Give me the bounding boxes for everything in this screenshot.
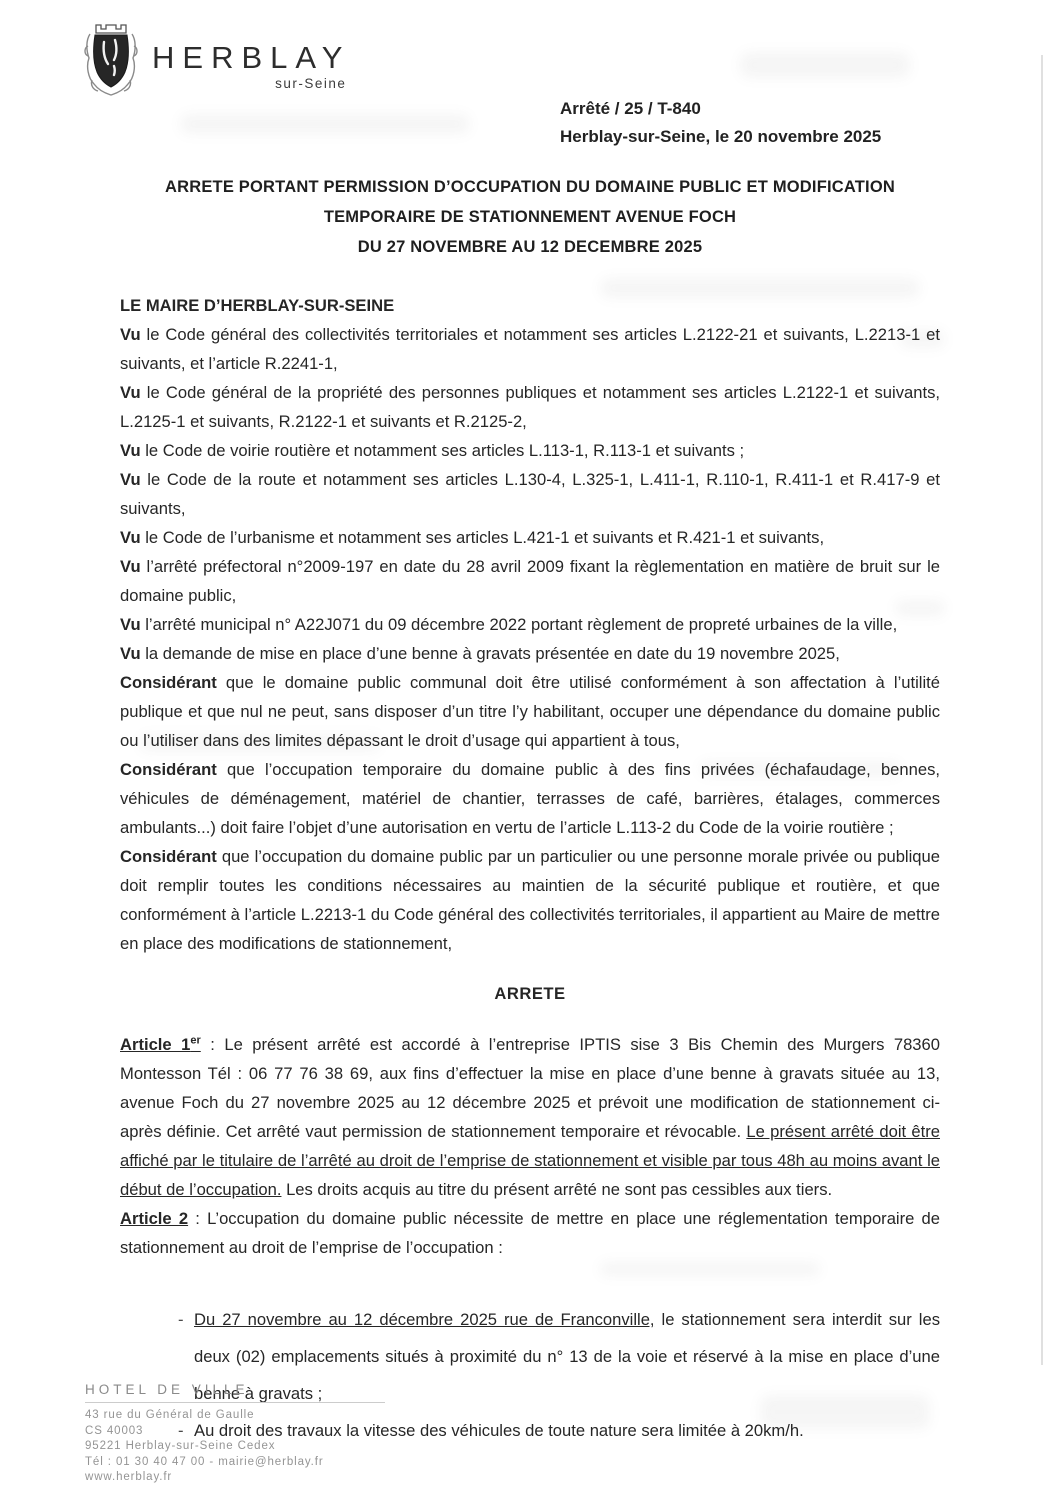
- addressee-line: LE MAIRE D’HERBLAY-SUR-SEINE: [120, 296, 395, 315]
- footer-address-line: 95221 Herblay-sur-Seine Cedex: [85, 1440, 276, 1452]
- vu-paragraph: [120, 610, 940, 639]
- coat-of-arms-icon: [84, 20, 138, 98]
- lead-word: Vu: [120, 528, 141, 547]
- paragraph-text: que le domaine public communal doit être utilisé conformément à son affectation à l’utilité publique et que nul ne peut, sans disposer d’un titre l’y habilitant, occuper une dépendance du domaine public ou l’utiliser dans des limites dépassant le droit d’usage qui appartient à tous,: [120, 673, 940, 750]
- footer-address-line: 43 rue du Général de Gaulle: [85, 1409, 255, 1421]
- document-title: [120, 172, 940, 262]
- lead-word: Vu: [120, 615, 141, 634]
- decree-reference: Arrêté / 25 / T-840: [560, 99, 701, 118]
- vu-paragraph: [120, 465, 940, 523]
- scan-edge-shadow: [1041, 55, 1043, 1365]
- considerant-paragraph: [120, 842, 940, 958]
- footer-website: www.herblay.fr: [85, 1471, 173, 1483]
- lead-word: Vu: [120, 470, 141, 489]
- paragraph-text: : Le présent arrêté est accordé à l’entreprise IPTIS sise 3 Bis Chemin des Murgers 78360 Montesson Tél : 06 77 76 38 69, aux fins d’effectuer la mise en place d’une benne à gravats située au 13, avenue Foch du 27 novembre 2025 au 12 décembre 2025 et prévoit une modification de stationnement ci-après définie. Cet arrêté vaut permission de stationnement temporaire et révocable.: [120, 1035, 940, 1141]
- scan-artifact: [180, 114, 470, 134]
- paragraph-text: que l’occupation temporaire du domaine public à des fins privées (échafaudage, bennes, véhicules de déménagement, matériel de chantier, terrasses de café, barrières, étalages, commerces ambulants...) doit faire l’objet d’une autorisation en vertu de l’article L.113-2 du Code de la voirie routière ;: [120, 760, 940, 837]
- decree-body: [120, 291, 940, 1449]
- paragraph-text: le Code général de la propriété des personnes publiques et notamment ses articles L.2122-1 et suivants, L.2125-1 et suivants, R.2122-1 et suivants et R.2125-2,: [120, 383, 940, 431]
- article-1-label: [120, 1035, 201, 1054]
- logo-city-suffix: sur-Seine: [275, 76, 347, 91]
- paragraph-text: le Code de la route et notamment ses articles L.130-4, L.325-1, L.411-1, R.110-1, R.411-1 et R.417-9 et suivants,: [120, 470, 940, 518]
- paragraph-text: le Code de voirie routière et notamment ses articles L.113-1, R.113-1 et suivants ;: [140, 441, 745, 460]
- underlined-clause: Le présent arrêté doit être affiché par le titulaire de l’arrêté au droit de l’emprise de stationnement et visible par tous 48h au moins avant le début de l’occupation.: [120, 1122, 940, 1199]
- vu-paragraph: [120, 552, 940, 610]
- lead-word: Considérant: [120, 847, 217, 866]
- place-and-date: Herblay-sur-Seine, le 20 novembre 2025: [560, 127, 882, 146]
- document-title-line: DU 27 NOVEMBRE AU 12 DECEMBRE 2025: [357, 238, 703, 256]
- logo-city-name: HERBLAY: [152, 40, 351, 75]
- lead-word: Considérant: [120, 760, 217, 779]
- considerant-paragraph: [120, 755, 940, 842]
- footer-phone-email: Tél : 01 30 40 47 00 - mairie@herblay.fr: [85, 1455, 324, 1468]
- footer: [85, 1381, 385, 1486]
- bullet-marker-icon: -: [178, 1421, 184, 1440]
- article-2-label: [120, 1209, 188, 1228]
- document-title-line: ARRETE PORTANT PERMISSION D’OCCUPATION DU DOMAINE PUBLIC ET MODIFICATION: [164, 178, 895, 196]
- vu-paragraph: [120, 320, 940, 378]
- lead-word: Vu: [120, 557, 141, 576]
- vu-paragraph: [120, 523, 940, 552]
- logo-text: [152, 42, 350, 91]
- paragraph-text: Au droit des travaux la vitesse des véhicules de toute nature sera limitée à 20km/h.: [194, 1421, 804, 1440]
- footer-address-line: CS 40003: [85, 1424, 144, 1437]
- paragraph-text: l’arrêté préfectoral n°2009-197 en date du 28 avril 2009 fixant la règlementation en matière de bruit sur le domaine public,: [120, 557, 940, 605]
- lead-word: Vu: [120, 325, 141, 344]
- article-2-paragraph: [120, 1204, 940, 1262]
- bullet-marker-icon: -: [178, 1310, 184, 1329]
- scan-artifact: [740, 52, 910, 78]
- vu-paragraph: [120, 639, 940, 668]
- lead-word: Vu: [120, 644, 141, 663]
- paragraph-text: la demande de mise en place d’une benne à gravats présentée en date du 19 novembre 2025,: [140, 644, 840, 663]
- paragraph-text: le stationnement sera interdit sur les deux (02) emplacements situés à proximité du n° 13 de la voie et réservé à la mise en place d’une benne à gravats ;: [194, 1310, 940, 1403]
- ordinal-superscript: er: [190, 1034, 201, 1047]
- paragraph-text: l’arrêté municipal n° A22J071 du 09 décembre 2022 portant règlement de propreté urbaines de la ville,: [140, 615, 898, 634]
- paragraph-text: le Code général des collectivités territoriales et notamment ses articles L.2122-21 et suivants, L.2213-1 et suivants, et l’article R.2241-1,: [120, 325, 940, 373]
- article-number: Article 2: [120, 1209, 189, 1228]
- paragraph-text: : L’occupation du domaine public nécessite de mettre en place une réglementation temporaire de stationnement au droit de l’emprise de l’occupation :: [120, 1209, 941, 1257]
- paragraph-text: Les droits acquis au titre du présent arrêté ne sont pas cessibles aux tiers.: [281, 1180, 833, 1199]
- paragraph-text: le Code de l’urbanisme et notamment ses articles L.421-1 et suivants et R.421-1 et suivants,: [140, 528, 825, 547]
- footer-rule: [85, 1381, 385, 1403]
- document-title-line: TEMPORAIRE DE STATIONNEMENT AVENUE FOCH: [323, 208, 737, 226]
- underlined-clause: Du 27 novembre au 12 décembre 2025 rue de Franconville,: [194, 1310, 655, 1329]
- header-reference-block: [560, 95, 881, 151]
- considerant-paragraph: [120, 668, 940, 755]
- arrete-heading: ARRETE: [494, 984, 566, 1003]
- article-1-paragraph: [120, 1030, 940, 1204]
- article-number: Article 1: [120, 1035, 191, 1054]
- vu-paragraph: [120, 436, 940, 465]
- town-hall-name: HOTEL DE VILLE: [85, 1382, 249, 1397]
- lead-word: Vu: [120, 383, 141, 402]
- city-logo: [84, 20, 350, 98]
- vu-paragraph: [120, 378, 940, 436]
- paragraph-text: que l’occupation du domaine public par un particulier ou une personne morale privée ou publique doit remplir toutes les conditions nécessaires au maintien de la sécurité publique et routière, et que conformément à l’article L.2213-1 du Code général des collectivités territoriales, il appartient au Maire de mettre en place des modifications de stationnement,: [120, 847, 940, 953]
- lead-word: Vu: [120, 441, 141, 460]
- lead-word: Considérant: [120, 673, 217, 692]
